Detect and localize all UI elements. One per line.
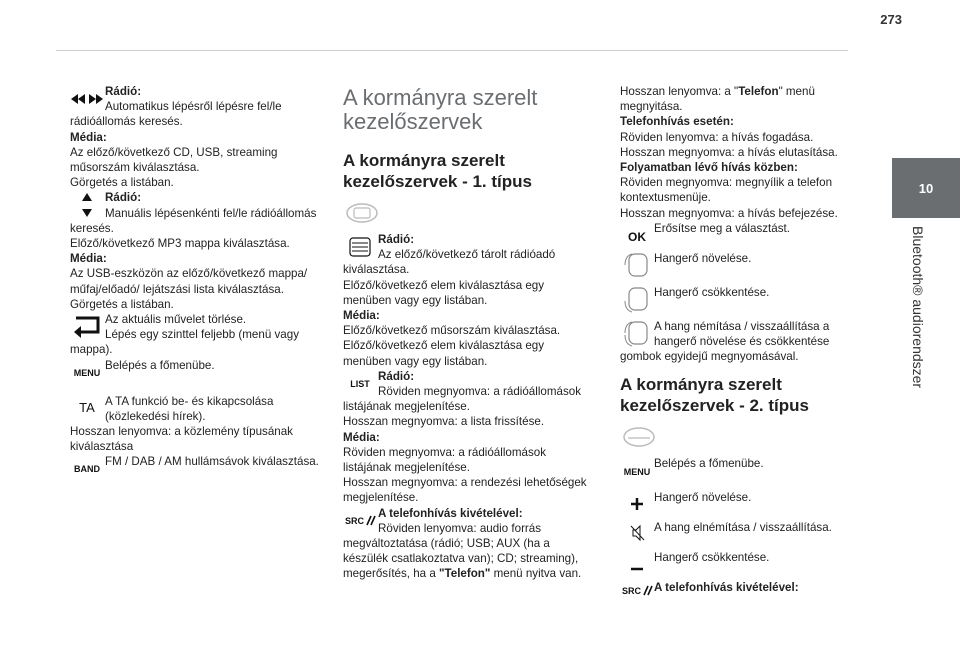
scroll-heading: Rádió: bbox=[378, 233, 415, 246]
call-heading: Telefonhívás esetén: bbox=[620, 115, 734, 129]
arrows-media-heading: Média: bbox=[70, 252, 107, 266]
arrows-item bbox=[70, 190, 330, 236]
chapter-tab[interactable]: 10 bbox=[892, 158, 960, 218]
src-phone-icon bbox=[343, 514, 377, 531]
t2-mute-item bbox=[620, 520, 848, 550]
scroll-text-3: Előző/következő elem kiválasztása egy bbox=[343, 278, 545, 292]
ok-text: Erősítse meg a választást. bbox=[654, 221, 790, 235]
seek-media-3: Görgetés a listában. bbox=[70, 176, 174, 190]
seek-media-heading: Média: bbox=[70, 130, 107, 144]
arrows-text-2: keresés. bbox=[70, 221, 114, 235]
scroll-text-4: menüben vagy egy listában. bbox=[343, 293, 488, 307]
scroll-item bbox=[343, 232, 595, 278]
list-media-4: megjelenítése. bbox=[343, 491, 419, 505]
seek-media-1: Az előző/következő CD, USB, streaming bbox=[70, 145, 278, 159]
back-text-2: Lépés egy szinttel feljebb (menü vagy bbox=[105, 328, 299, 342]
list-text-2: listájának megjelenítése. bbox=[343, 400, 470, 414]
src-text-1: Röviden lenyomva: audio forrás bbox=[378, 521, 542, 535]
list-icon: LIST bbox=[350, 378, 370, 389]
band-item bbox=[70, 454, 330, 484]
scroll-media-heading: Média: bbox=[343, 309, 380, 323]
ta-text-2: (közlekedési hírek). bbox=[105, 409, 206, 423]
ta-text-4: kiválasztása bbox=[70, 440, 134, 454]
svg-text:SRC: SRC bbox=[622, 586, 642, 597]
steering-controls-type-1-icon bbox=[345, 202, 379, 224]
src-item bbox=[343, 506, 595, 552]
band-icon: BAND bbox=[74, 464, 100, 475]
menu-item bbox=[70, 358, 330, 388]
src-phone-icon bbox=[620, 584, 654, 601]
mute-speaker-icon bbox=[620, 524, 654, 547]
t2-voldown-item bbox=[620, 550, 848, 580]
seek-text-1: Automatikus lépésről lépésre fel/le bbox=[105, 100, 282, 114]
src-text-2: megváltoztatása (rádió; USB; AUX (ha a bbox=[343, 537, 550, 551]
arrows-text-1: Manuális lépésenkénti fel/le rádióállomás bbox=[105, 206, 317, 220]
section-title: A kormányra szerelt kezelőszervek bbox=[343, 85, 538, 134]
ok-item bbox=[620, 221, 848, 251]
menu-icon: MENU bbox=[73, 367, 101, 378]
volup-text: Hangerő növelése. bbox=[654, 251, 752, 265]
column-1 bbox=[70, 84, 330, 484]
list-media-1: Röviden megnyomva: a rádióállomások bbox=[343, 445, 546, 459]
list-heading: Rádió: bbox=[378, 369, 415, 383]
arrows-heading: Rádió: bbox=[105, 191, 142, 205]
scroll-media-1: Előző/következő műsorszám kiválasztása. bbox=[343, 324, 561, 338]
ongoing-text-1: Röviden megnyomva: megnyílik a telefon bbox=[620, 176, 833, 190]
ta-icon: TA bbox=[79, 399, 95, 415]
back-arrow-icon bbox=[70, 314, 104, 343]
back-text-1: Az aktuális művelet törlése. bbox=[105, 313, 247, 327]
up-down-arrows-icon bbox=[70, 192, 104, 223]
ongoing-heading: Folyamatban lévő hívás közben: bbox=[620, 161, 798, 175]
t2-volup-text: Hangerő növelése. bbox=[654, 491, 752, 505]
seek-item bbox=[70, 84, 330, 130]
seek-text-2: rádióállomás keresés. bbox=[70, 115, 183, 129]
list-item bbox=[343, 369, 595, 415]
column-3 bbox=[620, 84, 848, 600]
seek-arrows-icon bbox=[70, 94, 104, 109]
header-rule bbox=[56, 50, 848, 51]
t2-voldown-text: Hangerő csökkentése. bbox=[654, 551, 770, 565]
ta-text-1: A TA funkció be- és kikapcsolása bbox=[105, 394, 274, 408]
scroll-text-2: kiválasztása. bbox=[343, 263, 410, 277]
scroll-media-2: Előző/következő elem kiválasztása egy bbox=[343, 339, 545, 353]
ta-item bbox=[70, 394, 330, 424]
ongoing-text-2: kontextusmenüje. bbox=[620, 191, 711, 205]
back-text-3: mappa). bbox=[70, 343, 113, 357]
list-text-1: Röviden megnyomva: a rádióállomások bbox=[378, 385, 581, 399]
menu-text: Belépés a főmenübe. bbox=[105, 358, 215, 372]
ongoing-text-3: Hosszan megnyomva: a hívás befejezése. bbox=[620, 206, 838, 220]
arrows-text-3: Előző/következő MP3 mappa kiválasztása. bbox=[70, 237, 290, 251]
list-media-heading: Média: bbox=[343, 430, 380, 444]
svg-text:SRC: SRC bbox=[345, 515, 365, 526]
t2-src-item bbox=[620, 580, 848, 600]
minus-icon bbox=[620, 562, 654, 577]
mute-text-1: A hang némítása / visszaállítása a bbox=[654, 319, 830, 333]
band-text: FM / DAB / AM hullámsávok kiválasztása. bbox=[105, 455, 319, 469]
volume-down-button-icon bbox=[620, 285, 654, 320]
volup-item bbox=[620, 251, 848, 285]
ta-text-3: Hosszan lenyomva: a közlemény típusának bbox=[70, 425, 293, 439]
list-media-2: listájának megjelenítése. bbox=[343, 461, 470, 475]
volume-up-button-icon bbox=[620, 251, 654, 286]
call-text-2: Hosszan megnyomva: a hívás elutasítása. bbox=[620, 145, 838, 159]
src-heading: A telefonhívás kivételével: bbox=[378, 506, 523, 520]
scroll-media-3: menüben vagy egy listában. bbox=[343, 354, 488, 368]
voldown-item bbox=[620, 285, 848, 319]
t2-volup-item bbox=[620, 490, 848, 520]
list-media-3: Hosszan megnyomva: a rendezési lehetőségek bbox=[343, 476, 587, 490]
arrows-media-2: műfaj/előadó/ lejátszási lista kiválasztása. bbox=[70, 282, 284, 296]
list-text-3: Hosszan megnyomva: a lista frissítése. bbox=[343, 415, 545, 429]
arrows-media-1: Az USB-eszközön az előző/következő mappa/ bbox=[70, 267, 308, 281]
scroll-text-1: Az előző/következő tárolt rádióadó bbox=[378, 248, 556, 262]
voldown-text: Hangerő csökkentése. bbox=[654, 285, 770, 299]
t2-src-heading: A telefonhívás kivételével: bbox=[654, 581, 799, 595]
mute-text-3: gombok egyidejű megnyomásával. bbox=[620, 350, 799, 364]
seek-media-2: műsorszám kiválasztása. bbox=[70, 161, 200, 175]
mute-item bbox=[620, 319, 848, 349]
mute-buttons-icon bbox=[620, 319, 654, 354]
arrows-media-3: Görgetés a listában. bbox=[70, 297, 174, 311]
mute-text-2: hangerő növelése és csökkentése bbox=[654, 335, 830, 349]
tel-text-1: Hosszan lenyomva: a "Telefon" menü bbox=[620, 85, 815, 98]
page-number: 273 bbox=[880, 12, 902, 27]
steering-controls-type-2-icon bbox=[622, 426, 656, 448]
t2-mute-text: A hang elnémítása / visszaállítása. bbox=[654, 521, 832, 535]
ok-icon: OK bbox=[628, 229, 646, 244]
column-2 bbox=[343, 86, 595, 582]
menu-icon: MENU bbox=[623, 467, 651, 478]
tel-text-2: megnyitása. bbox=[620, 100, 683, 114]
t2-menu-item bbox=[620, 456, 848, 490]
subsection-title-type-1: A kormányra szerelt kezelőszervek - 1. típus bbox=[343, 151, 532, 191]
call-text-1: Röviden lenyomva: a hívás fogadása. bbox=[620, 130, 814, 144]
seek-heading: Rádió: bbox=[105, 85, 142, 98]
scroll-wheel-icon bbox=[343, 236, 377, 263]
back-item bbox=[70, 312, 330, 358]
t2-menu-text: Belépés a főmenübe. bbox=[654, 457, 764, 471]
src-text-4: megerősítés, ha a "Telefon" menü nyitva van. bbox=[343, 567, 582, 581]
subsection-title-type-2: A kormányra szerelt kezelőszervek - 2. típus bbox=[620, 375, 809, 416]
src-text-3: készülék csatlakoztatva van); CD; streaming), bbox=[343, 552, 579, 566]
chapter-title: Bluetooth® audiorendszer bbox=[910, 226, 926, 389]
plus-icon bbox=[620, 496, 654, 517]
